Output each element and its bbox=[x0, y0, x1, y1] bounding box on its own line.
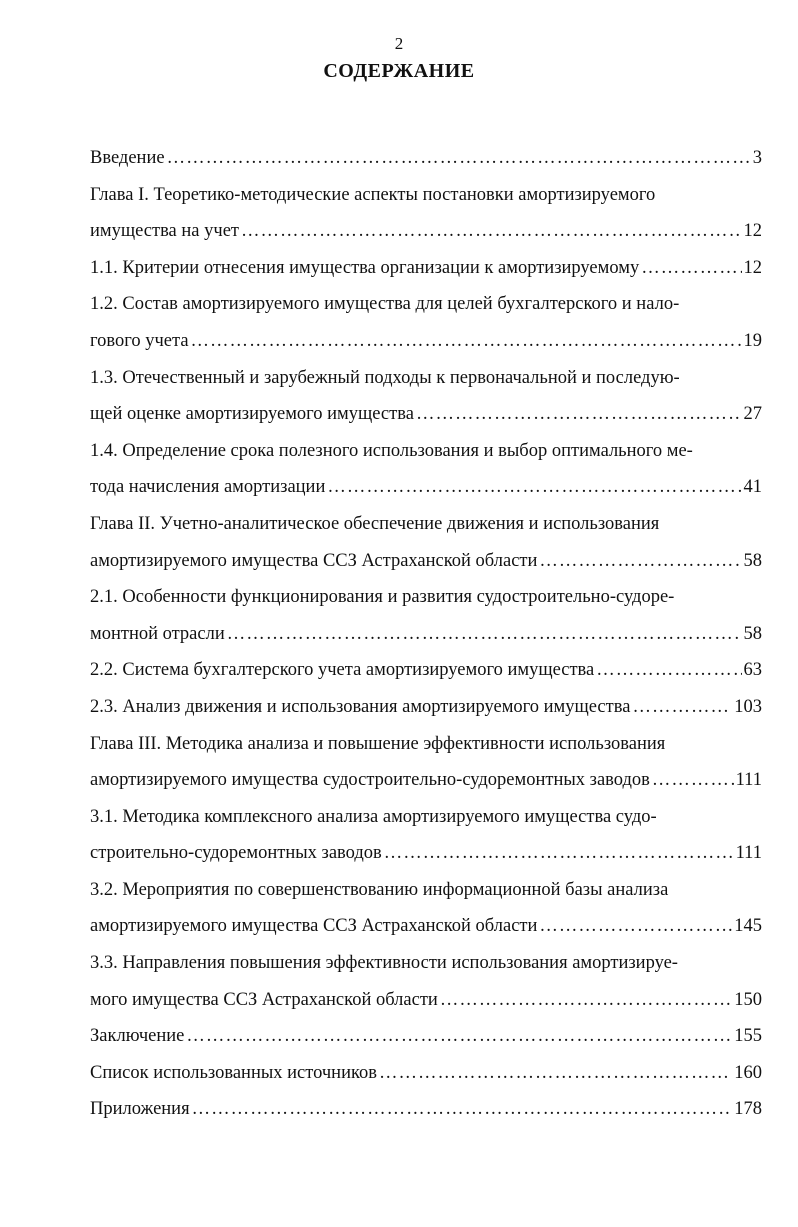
toc-page-number: 63 bbox=[743, 660, 762, 681]
toc-entry-title-line: Глава II. Учетно-аналитическое обеспечение движения и использования bbox=[90, 513, 660, 534]
toc-entry bbox=[90, 360, 762, 433]
toc-entry-line bbox=[90, 1018, 762, 1055]
toc-entry-title-line: 3.2. Мероприятия по совершенствованию информационной базы анализа bbox=[90, 879, 669, 900]
toc-entry-title: строительно-судоремонтных заводов bbox=[90, 843, 382, 864]
toc-page-number: 111 bbox=[735, 770, 762, 791]
toc-entry-title: Заключение bbox=[90, 1026, 185, 1047]
toc-page-number: 12 bbox=[743, 257, 762, 278]
toc-entry-title-line: 1.4. Определение срока полезного использования и выбор оптимального ме- bbox=[90, 440, 693, 461]
toc-entry-title-line: Глава I. Теоретико-методические аспекты постановки амортизируемого bbox=[90, 184, 656, 205]
toc-entry bbox=[90, 579, 762, 652]
toc-dot-leader bbox=[191, 323, 742, 360]
toc-dot-leader bbox=[379, 1055, 732, 1092]
toc-entry-title: гового учета bbox=[90, 330, 189, 351]
toc-entry-title: Приложения bbox=[90, 1099, 190, 1120]
toc-page-number: 58 bbox=[743, 623, 762, 644]
toc-entry-title-line: 3.1. Методика комплексного анализа амортизируемого имущества судо- bbox=[90, 806, 657, 827]
toc-entry-line bbox=[90, 652, 762, 689]
toc-page-number: 111 bbox=[735, 843, 762, 864]
toc-dot-leader bbox=[596, 652, 741, 689]
toc-page-number: 41 bbox=[743, 477, 762, 498]
toc-entry-title: 1.1. Критерии отнесения имущества организации к амортизируемому bbox=[90, 257, 640, 278]
toc-entry bbox=[90, 945, 762, 1018]
toc-entry-title: мого имущества ССЗ Астраханской области bbox=[90, 989, 438, 1010]
toc-entry bbox=[90, 1018, 762, 1055]
toc-entry bbox=[90, 177, 762, 250]
toc-entry-title: амортизируемого имущества судостроительно-судоремонтных заводов bbox=[90, 770, 650, 791]
toc-page-number: 178 bbox=[734, 1099, 762, 1120]
toc-dot-leader bbox=[227, 616, 742, 653]
toc-dot-leader bbox=[641, 250, 741, 287]
toc-entry-title: Введение bbox=[90, 148, 165, 168]
toc-page-number: 155 bbox=[734, 1026, 762, 1047]
toc-entry-title-line: 1.3. Отечественный и зарубежный подходы к первоначальной и последую- bbox=[90, 367, 680, 388]
toc-dot-leader bbox=[632, 689, 732, 726]
toc-entry-title: 2.2. Система бухгалтерского учета амортизируемого имущества bbox=[90, 660, 595, 681]
toc-dot-leader bbox=[167, 140, 751, 177]
toc-dot-leader bbox=[416, 396, 742, 433]
toc-entry-title: амортизируемого имущества ССЗ Астраханской области bbox=[90, 550, 538, 571]
page-title: СОДЕРЖАНИЕ bbox=[323, 60, 475, 82]
toc-entry-line bbox=[90, 250, 762, 287]
toc-entry-title: щей оценке амортизируемого имущества bbox=[90, 404, 414, 425]
toc-entry bbox=[90, 652, 762, 689]
toc-entry-title: 2.3. Анализ движения и использования амортизируемого имущества bbox=[90, 696, 631, 717]
toc-entry-title: тода начисления амортизации bbox=[90, 477, 326, 498]
toc-entry-title: монтной отрасли bbox=[90, 623, 225, 644]
toc-page-number: 3 bbox=[752, 148, 762, 168]
toc-entry-line bbox=[90, 908, 762, 945]
toc-page-number: 103 bbox=[734, 696, 762, 717]
toc-dot-leader bbox=[192, 1091, 733, 1128]
toc-dot-leader bbox=[384, 835, 734, 872]
toc-entry-line bbox=[90, 323, 762, 360]
toc-entry-line bbox=[90, 616, 762, 653]
toc-page-number: 27 bbox=[743, 404, 762, 425]
toc-entry-title-line: 3.3. Направления повышения эффективности использования амортизируе- bbox=[90, 953, 678, 974]
toc-page-number: 160 bbox=[734, 1062, 762, 1083]
toc-dot-leader bbox=[539, 908, 732, 945]
toc-entry-line bbox=[90, 1091, 762, 1128]
toc-entry-line bbox=[90, 469, 762, 506]
toc-entry-line bbox=[90, 689, 762, 726]
toc-entry-title-line: 2.1. Особенности функционирования и развития судостроительно-судоре- bbox=[90, 587, 675, 608]
toc-entry bbox=[90, 433, 762, 506]
toc-page-number: 19 bbox=[743, 330, 762, 351]
toc-entry bbox=[90, 286, 762, 359]
toc-entry-title: Список использованных источников bbox=[90, 1062, 378, 1083]
toc-entry-line bbox=[90, 543, 762, 580]
toc-entry bbox=[90, 140, 762, 177]
toc-entry-line bbox=[90, 396, 762, 433]
toc-dot-leader bbox=[327, 469, 741, 506]
toc-entry bbox=[90, 506, 762, 579]
toc-dot-leader bbox=[440, 982, 732, 1019]
toc-entry-line bbox=[90, 762, 762, 799]
toc-entry-line bbox=[90, 835, 762, 872]
toc-page-number: 150 bbox=[734, 989, 762, 1010]
toc-entry bbox=[90, 250, 762, 287]
toc-dot-leader bbox=[186, 1018, 732, 1055]
toc-entry bbox=[90, 689, 762, 726]
toc-entry-title: амортизируемого имущества ССЗ Астраханской области bbox=[90, 916, 538, 937]
toc-dot-leader bbox=[241, 213, 742, 250]
toc-page-number: 145 bbox=[734, 916, 762, 937]
toc-entry-title-line: 1.2. Состав амортизируемого имущества для целей бухгалтерского и нало- bbox=[90, 294, 680, 315]
toc-entry-line bbox=[90, 213, 762, 250]
toc-entry bbox=[90, 1055, 762, 1092]
toc-entry bbox=[90, 726, 762, 799]
toc-entry bbox=[90, 872, 762, 945]
table-of-contents bbox=[90, 140, 762, 1128]
toc-dot-leader bbox=[539, 543, 741, 580]
toc-entry-title-line: Глава III. Методика анализа и повышение эффективности использования bbox=[90, 733, 666, 754]
toc-page-number: 12 bbox=[743, 221, 762, 242]
page-number: 2 bbox=[394, 34, 404, 53]
toc-entry-line bbox=[90, 982, 762, 1019]
toc-entry-line bbox=[90, 1055, 762, 1092]
toc-entry bbox=[90, 799, 762, 872]
toc-entry-line bbox=[90, 140, 762, 177]
toc-dot-leader bbox=[652, 762, 734, 799]
toc-page-number: 58 bbox=[743, 550, 762, 571]
toc-entry-title: имущества на учет bbox=[90, 221, 239, 242]
toc-entry bbox=[90, 1091, 762, 1128]
